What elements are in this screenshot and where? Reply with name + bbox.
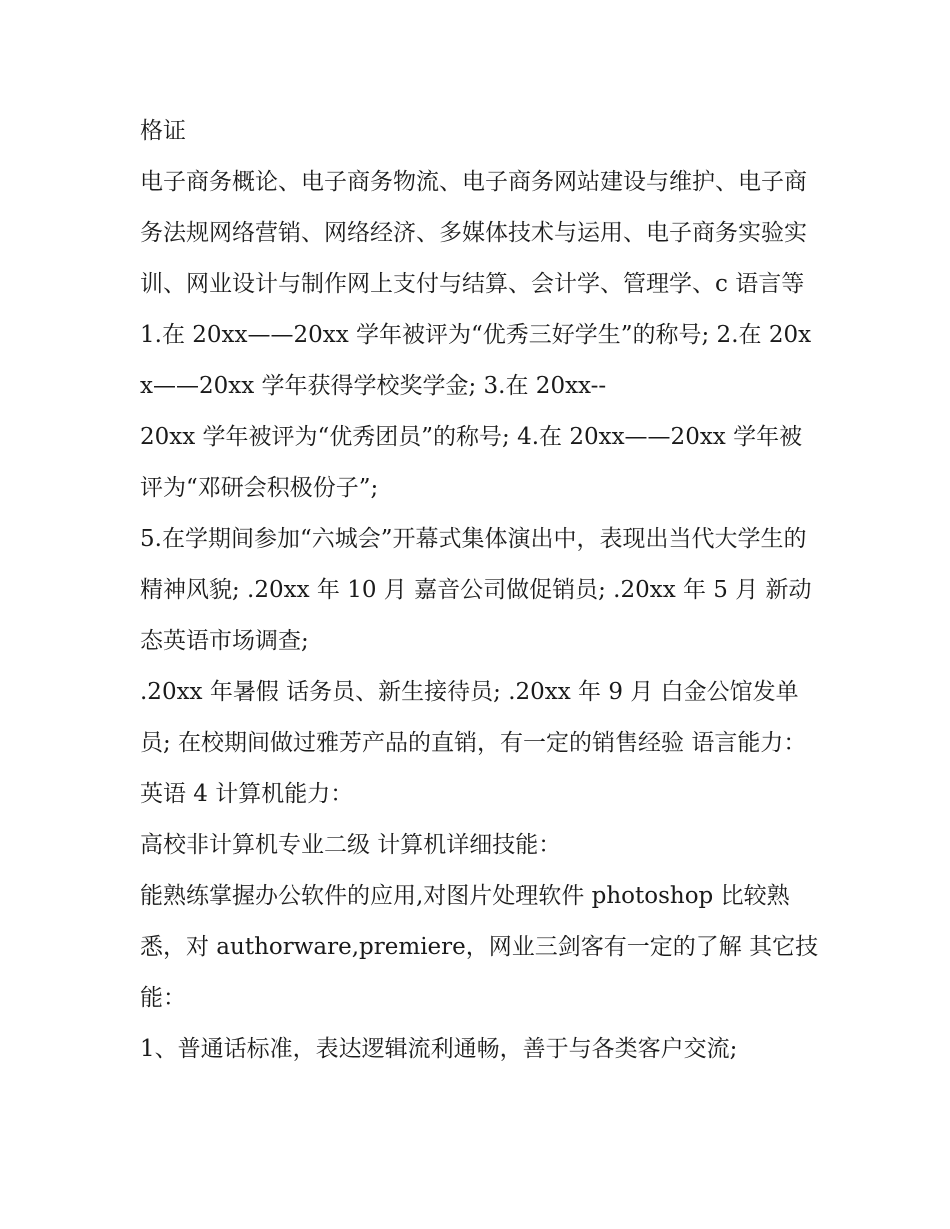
- paragraph-experience-2: .20xx 年暑假 话务员、新生接待员; .20xx 年 9 月 白金公馆发单员; 在校期间做过雅芳产品的直销，有一定的销售经验 语言能力： 英语 4 计算机能力：: [140, 679, 807, 807]
- paragraph-certificate-tail: 格证: [140, 118, 186, 144]
- paragraph-computer-skills: 能熟练掌握办公软件的应用,对图片处理软件 photoshop 比较熟悉，对 authorware,premiere，网业三剑客有一定的了解 其它技能：: [140, 883, 819, 1011]
- paragraph-other-skills-1: 1、普通话标准，表达逻辑流利通畅，善于与各类客户交流;: [140, 1036, 738, 1062]
- paragraph-honors-1: 1.在 20xx——20xx 学年被评为“优秀三好学生”的称号; 2.在 20xx——20xx 学年获得学校奖学金; 3.在 20xx--: [140, 322, 812, 399]
- paragraph-experience-1: 5.在学期间参加“六城会”开幕式集体演出中，表现出当代大学生的精神风貌; .20xx 年 10 月 嘉音公司做促销员; .20xx 年 5 月 新动态英语市场调查;: [140, 526, 812, 654]
- paragraph-honors-2: 20xx 学年被评为“优秀团员”的称号; 4.在 20xx——20xx 学年被评为“邓研会积极份子”;: [140, 424, 803, 501]
- document-body: [140, 106, 820, 1075]
- paragraph-computer-level: 高校非计算机专业二级 计算机详细技能：: [140, 832, 562, 858]
- paragraph-courses: 电子商务概论、电子商务物流、电子商务网站建设与维护、电子商务法规网络营销、网络经济、多媒体技术与运用、电子商务实验实训、网业设计与制作网上支付与结算、会计学、管理学、c 语言等: [140, 169, 807, 297]
